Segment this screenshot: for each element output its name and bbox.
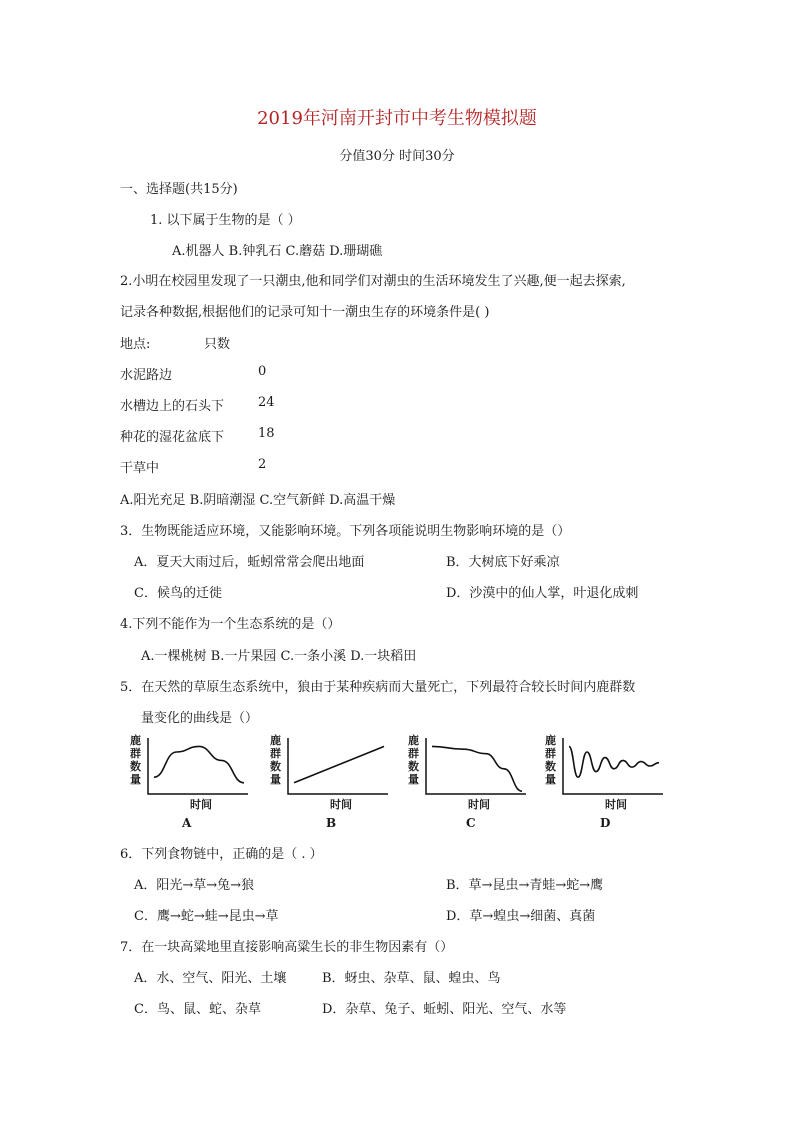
table-header-place: 地点: [120,337,151,352]
q6-option-b: B．草→昆虫→青蛙→蛇→鹰 [446,878,604,893]
chart-d [545,732,677,832]
table-row-count: 0 [258,364,267,379]
chart-a [130,732,262,832]
chart-series-line [569,746,659,777]
section-heading: 一、选择题(共15分) [120,182,238,197]
table-row-place: 水泥路边 [120,368,173,383]
q3-option-d: D．沙漠中的仙人掌，叶退化成刺 [446,586,639,601]
score-time-line: 分值30分 时间30分 [339,149,455,164]
q3-option-b: B．大树底下好乘凉 [446,555,560,570]
chart-b [270,732,402,832]
q5-line1: 5．在天然的草原生态系统中，狼由于某种疾病而大量死亡，下列最符合较长时间内鹿群数 [120,680,636,695]
q2-options: A.阳光充足 B.阴暗潮湿 C.空气新鲜 D.高温干燥 [120,493,396,508]
chart-series-line [432,746,522,791]
chart-caption: D [600,816,611,830]
chart-c [408,732,540,832]
table-row-place: 种花的湿花盆底下 [120,430,225,445]
chart-series-line [294,746,384,782]
q6-stem: 6．下列食物链中，正确的是（ . ） [120,847,323,862]
q3-stem: 3．生物既能适应环境，又能影响环境。下列各项能说明生物影响环境的是（） [120,524,571,539]
x-axis-label: 时间 [468,798,490,811]
table-row-count: 2 [258,457,267,472]
q6-option-c: C．鹰→蛇→蛙→昆虫→草 [134,909,279,924]
q7-stem: 7．在一块高粱地里直接影响高粱生长的非生物因素有（） [120,940,454,955]
q7-option-b: B．蚜虫、杂草、鼠、蝗虫、鸟 [322,971,501,986]
table-header-count: 只数 [204,337,231,352]
q6-option-a: A．阳光→草→兔→狼 [134,878,255,893]
y-axis-label: 鹿群数量 [545,734,556,786]
chart-axes [288,738,388,794]
q6-option-d: D．草→蝗虫→细菌、真菌 [446,909,596,924]
q4-stem: 4.下列不能作为一个生态系统的是（） [120,617,341,632]
x-axis-label: 时间 [190,798,212,811]
q7-option-c: C．鸟、鼠、蛇、杂草 [134,1002,261,1017]
q4-options: A.一棵桃树 B.一片果园 C.一条小溪 D.一块稻田 [141,649,417,664]
q3-option-c: C．候鸟的迁徙 [134,586,222,601]
q5-line2: 量变化的曲线是（） [141,711,259,726]
chart-caption: A [182,816,192,830]
table-row-place: 水槽边上的石头下 [120,399,225,414]
table-row-count: 24 [258,395,275,410]
q3-option-a: A．夏天大雨过后，蚯蚓常常会爬出地面 [134,555,365,570]
y-axis-label: 鹿群数量 [270,734,281,786]
q1-stem: 1. 以下属于生物的是（ ） [150,213,301,228]
table-row-count: 18 [258,426,275,441]
chart-caption: B [326,816,337,830]
table-row-place: 干草中 [120,461,160,476]
x-axis-label: 时间 [330,798,352,811]
q7-option-a: A．水、空气、阳光、土壤 [134,971,287,986]
chart-series-line [154,746,244,782]
chart-caption: C [466,816,476,830]
q1-options: A.机器人 B.钟乳石 C.蘑菇 D.珊瑚礁 [172,244,383,259]
y-axis-label: 鹿群数量 [408,734,419,786]
q2-line1: 2.小明在校园里发现了一只潮虫,他和同学们对潮虫的生活环境发生了兴趣,便一起去探索, [120,274,626,289]
q7-option-d: D．杂草、兔子、蚯蚓、阳光、空气、水等 [322,1002,567,1017]
y-axis-label: 鹿群数量 [130,734,141,786]
page-title: 2019年河南开封市中考生物模拟题 [257,108,537,129]
x-axis-label: 时间 [605,798,627,811]
q2-line2: 记录各种数据,根据他们的记录可知十一潮虫生存的环境条件是( ) [120,305,490,320]
